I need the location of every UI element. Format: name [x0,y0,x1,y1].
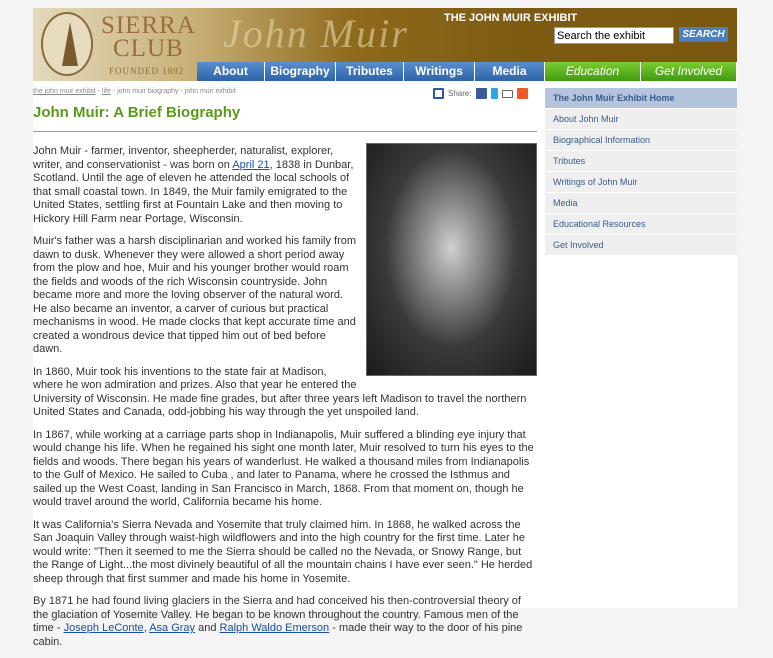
share-label: Share: [448,89,472,98]
divider [33,131,537,132]
sidebar-item[interactable]: Educational Resources [545,214,737,235]
sidebar-item[interactable]: Get Involved [545,235,737,256]
exhibit-title: THE JOHN MUIR EXHIBIT [444,12,578,24]
nav-writings[interactable]: Writings [404,62,475,81]
nav-biography[interactable]: Biography [265,62,336,81]
logo-text: SIERRA CLUB [101,12,196,62]
share-bar [433,88,528,99]
search-button[interactable]: SEARCH [679,27,728,42]
nav-media[interactable]: Media [475,62,545,81]
nav-about[interactable]: About [197,62,265,81]
facebook-icon[interactable] [476,88,487,99]
nav-get-involved[interactable]: Get Involved [641,62,737,81]
sidebar-item[interactable]: Media [545,193,737,214]
main-nav [197,62,737,81]
sierra-club-logo[interactable] [41,12,93,76]
link-emerson[interactable]: Ralph Waldo Emerson [219,622,330,634]
paragraph: Muir's father was a harsh disciplinarian and worked his family from dawn to dusk. Whenever they were allowed a short period away from the plow and hoe, Muir and his younger brother would roam the fields and woods of the rich Wisconsin countryside. John became more and more the loving observer of the natural word. He also became an inventor, a carver of curious but practical mechanisms in wood. He made clocks that kept accurate time and created a wondrous device that tipped him out of bed before dawn. [33,235,357,355]
paragraph: It was California's Sierra Nevada and Yosemite that truly claimed him. In 1868, he walked across the San Joaquin Valley through waist-high wildflowers and into the high country for the first time. Later he would write: "Then it seemed to me the Sierra should be called no the Nevada, or Snowy Range, but the Range of Light...the most divinely beautiful of all the mountain chains I have ever seen." He herded sheep through that first summer and made his home in Yosemite. [33,518,533,585]
paragraph: John Muir - farmer, inventor, sheepherder, naturalist, explorer, writer, and conservationist - was born on April 21, 1838 in Dunbar, Scotland. Until the age of eleven he attended the local schools of that small coastal town. In 1849, the Muir family emigrated to the United States, settling first at Fountain Lake and then moving to Hickory Hill Farm near Portage, Wisconsin. [33,145,354,225]
nav-tributes[interactable]: Tributes [336,62,404,81]
breadcrumb-item[interactable]: the john muir exhibit [33,88,96,95]
sidebar-item[interactable]: Biographical Information [545,130,737,151]
article-body [33,145,537,658]
sidebar-item[interactable]: The John Muir Exhibit Home [545,88,737,109]
paragraph: In 1860, Muir took his inventions to the state fair at Madison, where he won admiration and prizes. Also that year he entered the University of Wisconsin. He made fine grades, but after three years left Madison to travel the northern United States and Canada, odd-jobbing his way through the yet unspoiled land. [33,365,527,418]
paragraph: In 1867, while working at a carriage parts shop in Indianapolis, Muir suffered a blinding eye injury that would change his life. When he regained his sight one month later, Muir resolved to turn his eyes to the fields and woods. There began his years of wanderlust. He walked a thousand miles from Indianapolis to the Gulf of Mexico. He sailed to Cuba , and later to Panama, where he crossed the Isthmus and sailed up the West Coast, landing in San Francisco in March, 1868. From that moment on, though he would travel around the world, California became his home. [33,428,534,508]
nav-education[interactable]: Education [545,62,641,81]
john-muir-photo [366,143,537,376]
print-icon[interactable] [433,88,444,99]
sidebar [545,88,737,256]
sidebar-item[interactable]: Tributes [545,151,737,172]
breadcrumb: the john muir exhibit - life - john muir biography - john muir exhibit [33,88,236,95]
sidebar-item[interactable]: About John Muir [545,109,737,130]
breadcrumb-item: john muir exhibit [184,88,236,95]
link-april-21[interactable]: April 21 [232,158,270,171]
email-icon[interactable] [502,90,513,98]
header-banner [33,8,737,81]
paragraph: By 1871 he had found living glaciers in the Sierra and had conceived his then-controversial theory of the glaciation of Yosemite Valley. He began to be known throughout the country. Famous men of the time - Joseph LeConte, Asa Gray and Ralph Waldo Emerson - made their way to the door of his pine cabin. [33,595,523,648]
link-joseph-leconte[interactable]: Joseph LeConte [63,622,144,634]
john-muir-signature: John Muir [223,11,409,56]
page-title: John Muir: A Brief Biography [33,104,241,121]
link-asa-gray[interactable]: Asa Gray [149,622,196,634]
breadcrumb-item: john muir biography [117,88,179,95]
page [33,8,737,648]
search-input[interactable] [554,27,674,44]
breadcrumb-item[interactable]: life [101,88,111,95]
plus-icon[interactable] [517,88,528,99]
sidebar-item[interactable]: Writings of John Muir [545,172,737,193]
twitter-icon[interactable] [491,88,498,99]
logo-founded: FOUNDED 1892 [109,66,185,76]
